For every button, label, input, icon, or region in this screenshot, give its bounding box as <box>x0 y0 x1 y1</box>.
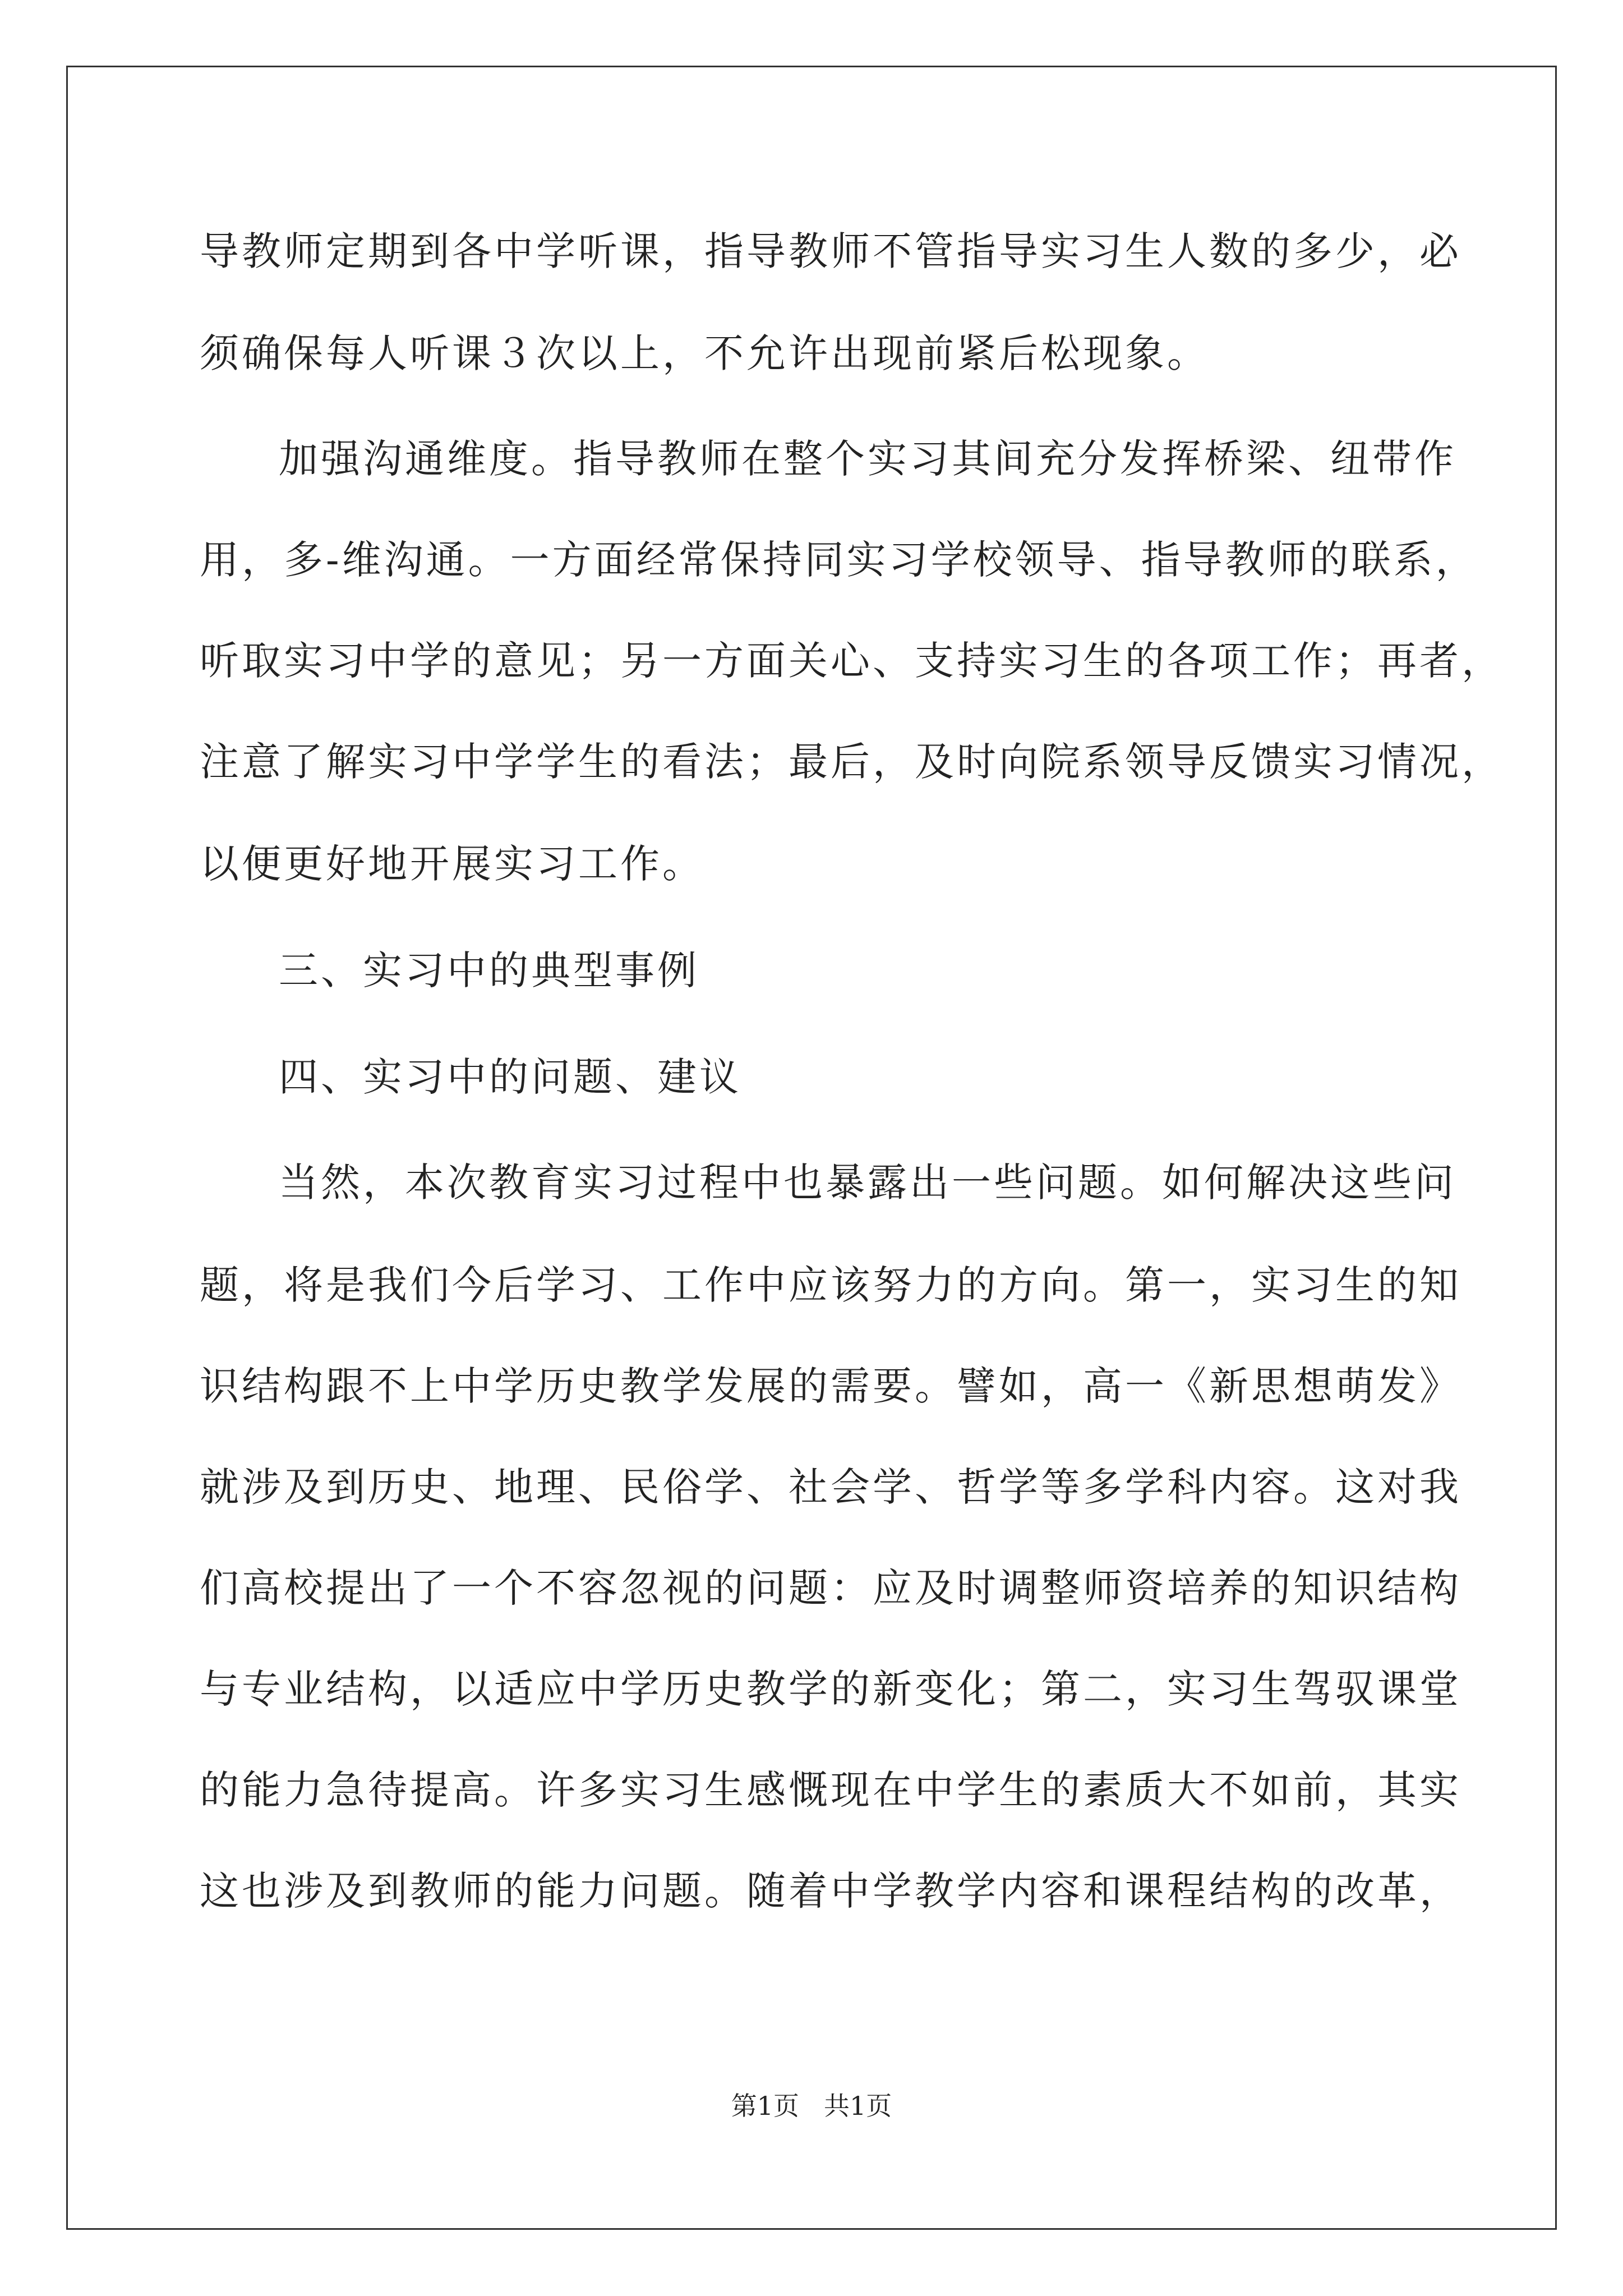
section-heading-4: 四、实习中的问题、建议 <box>279 1054 741 1100</box>
footer-page-current: 第1页 <box>731 2091 799 2121</box>
body-line-1: 导教师定期到各中学听课，指导教师不管指导实习生人数的多少，必 <box>200 228 1461 274</box>
body-line-13: 就涉及到历史、地理、民俗学、社会学、哲学等多学科内容。这对我 <box>200 1464 1461 1510</box>
body-line-16: 的能力急待提高。许多实习生感慨现在中学生的素质大不如前，其实 <box>200 1767 1461 1813</box>
body-line-10: 当然，本次教育实习过程中也暴露出一些问题。如何解决这些问 <box>279 1159 1456 1205</box>
body-line-6: 注意了解实习中学学生的看法；最后，及时向院系领导反馈实习情况， <box>200 739 1504 785</box>
body-line-15: 与专业结构，以适应中学历史教学的新变化；第二，实习生驾驭课堂 <box>200 1666 1461 1712</box>
body-line-4: 用，多-维沟通。一方面经常保持同实习学校领导、指导教师的联系， <box>200 537 1478 583</box>
page-footer <box>0 2089 1623 2123</box>
body-line-11: 题，将是我们今后学习、工作中应该努力的方向。第一，实习生的知 <box>200 1262 1461 1308</box>
body-line-5: 听取实习中学的意见；另一方面关心、支持实习生的各项工作；再者， <box>200 638 1504 684</box>
body-line-3: 加强沟通维度。指导教师在整个实习其间充分发挥桥梁、纽带作 <box>279 436 1456 482</box>
body-line-2: 须确保每人听课３次以上，不允许出现前紧后松现象。 <box>200 330 1209 376</box>
body-line-12: 识结构跟不上中学历史教学发展的需要。譬如，高一《新思想萌发》 <box>200 1363 1461 1409</box>
body-line-14: 们高校提出了一个不容忽视的问题：应及时调整师资培养的知识结构 <box>200 1565 1461 1611</box>
section-heading-3: 三、实习中的典型事例 <box>279 947 699 993</box>
footer-page-total: 共1页 <box>824 2091 892 2121</box>
body-line-7: 以便更好地开展实习工作。 <box>200 841 704 887</box>
body-line-17: 这也涉及到教师的能力问题。随着中学教学内容和课程结构的改革， <box>200 1868 1461 1914</box>
